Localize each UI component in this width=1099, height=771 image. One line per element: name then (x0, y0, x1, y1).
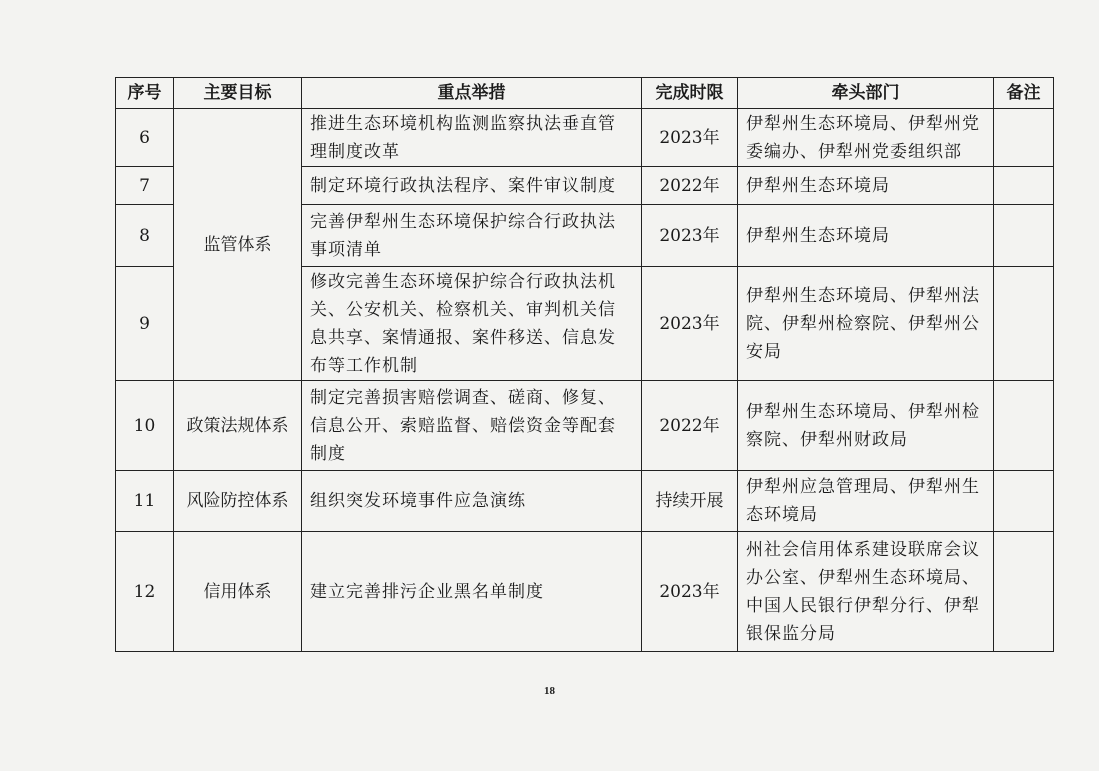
row-action: 建立完善排污企业黑名单制度 (302, 532, 642, 652)
row-note (994, 205, 1054, 267)
row-note (994, 471, 1054, 532)
row-no: 12 (116, 532, 174, 652)
row-deadline: 2023年 (642, 109, 738, 167)
row-no: 9 (116, 267, 174, 381)
row-deadline: 2023年 (642, 532, 738, 652)
row-note (994, 532, 1054, 652)
header-dept: 牵头部门 (738, 78, 994, 109)
table-row (116, 109, 1054, 167)
row-note (994, 167, 1054, 205)
row-note (994, 381, 1054, 471)
row-deadline: 2022年 (642, 167, 738, 205)
row-deadline: 2023年 (642, 267, 738, 381)
header-goal: 主要目标 (174, 78, 302, 109)
row-dept: 伊犁州生态环境局、伊犁州法院、伊犁州检察院、伊犁州公安局 (738, 267, 994, 381)
page-number: 18 (544, 685, 555, 697)
row-dept: 伊犁州生态环境局、伊犁州党委编办、伊犁州党委组织部 (738, 109, 994, 167)
row-action: 组织突发环境事件应急演练 (302, 471, 642, 532)
row-dept: 州社会信用体系建设联席会议办公室、伊犁州生态环境局、中国人民银行伊犁分行、伊犁银保监分局 (738, 532, 994, 652)
row-goal: 风险防控体系 (174, 471, 302, 532)
row-action: 推进生态环境机构监测监察执法垂直管理制度改革 (302, 109, 642, 167)
row-no: 7 (116, 167, 174, 205)
row-goal: 监管体系 (174, 109, 302, 381)
row-note (994, 267, 1054, 381)
header-no: 序号 (116, 78, 174, 109)
row-goal: 信用体系 (174, 532, 302, 652)
table-row (116, 381, 1054, 471)
row-dept: 伊犁州生态环境局 (738, 167, 994, 205)
row-action: 完善伊犁州生态环境保护综合行政执法事项清单 (302, 205, 642, 267)
row-action: 制定环境行政执法程序、案件审议制度 (302, 167, 642, 205)
table-row (116, 471, 1054, 532)
row-deadline: 2023年 (642, 205, 738, 267)
row-dept: 伊犁州生态环境局、伊犁州检察院、伊犁州财政局 (738, 381, 994, 471)
row-no: 10 (116, 381, 174, 471)
row-dept: 伊犁州生态环境局 (738, 205, 994, 267)
header-note: 备注 (994, 78, 1054, 109)
row-note (994, 109, 1054, 167)
row-no: 6 (116, 109, 174, 167)
row-action: 制定完善损害赔偿调查、磋商、修复、信息公开、索赔监督、赔偿资金等配套制度 (302, 381, 642, 471)
row-no: 11 (116, 471, 174, 532)
row-dept: 伊犁州应急管理局、伊犁州生态环境局 (738, 471, 994, 532)
table-header-row (116, 78, 1054, 109)
row-no: 8 (116, 205, 174, 267)
measures-table (115, 77, 1054, 652)
row-deadline: 持续开展 (642, 471, 738, 532)
header-action: 重点举措 (302, 78, 642, 109)
table-row (116, 532, 1054, 652)
header-deadline: 完成时限 (642, 78, 738, 109)
row-deadline: 2022年 (642, 381, 738, 471)
row-goal: 政策法规体系 (174, 381, 302, 471)
row-action: 修改完善生态环境保护综合行政执法机关、公安机关、检察机关、审判机关信息共享、案情通报、案件移送、信息发布等工作机制 (302, 267, 642, 381)
